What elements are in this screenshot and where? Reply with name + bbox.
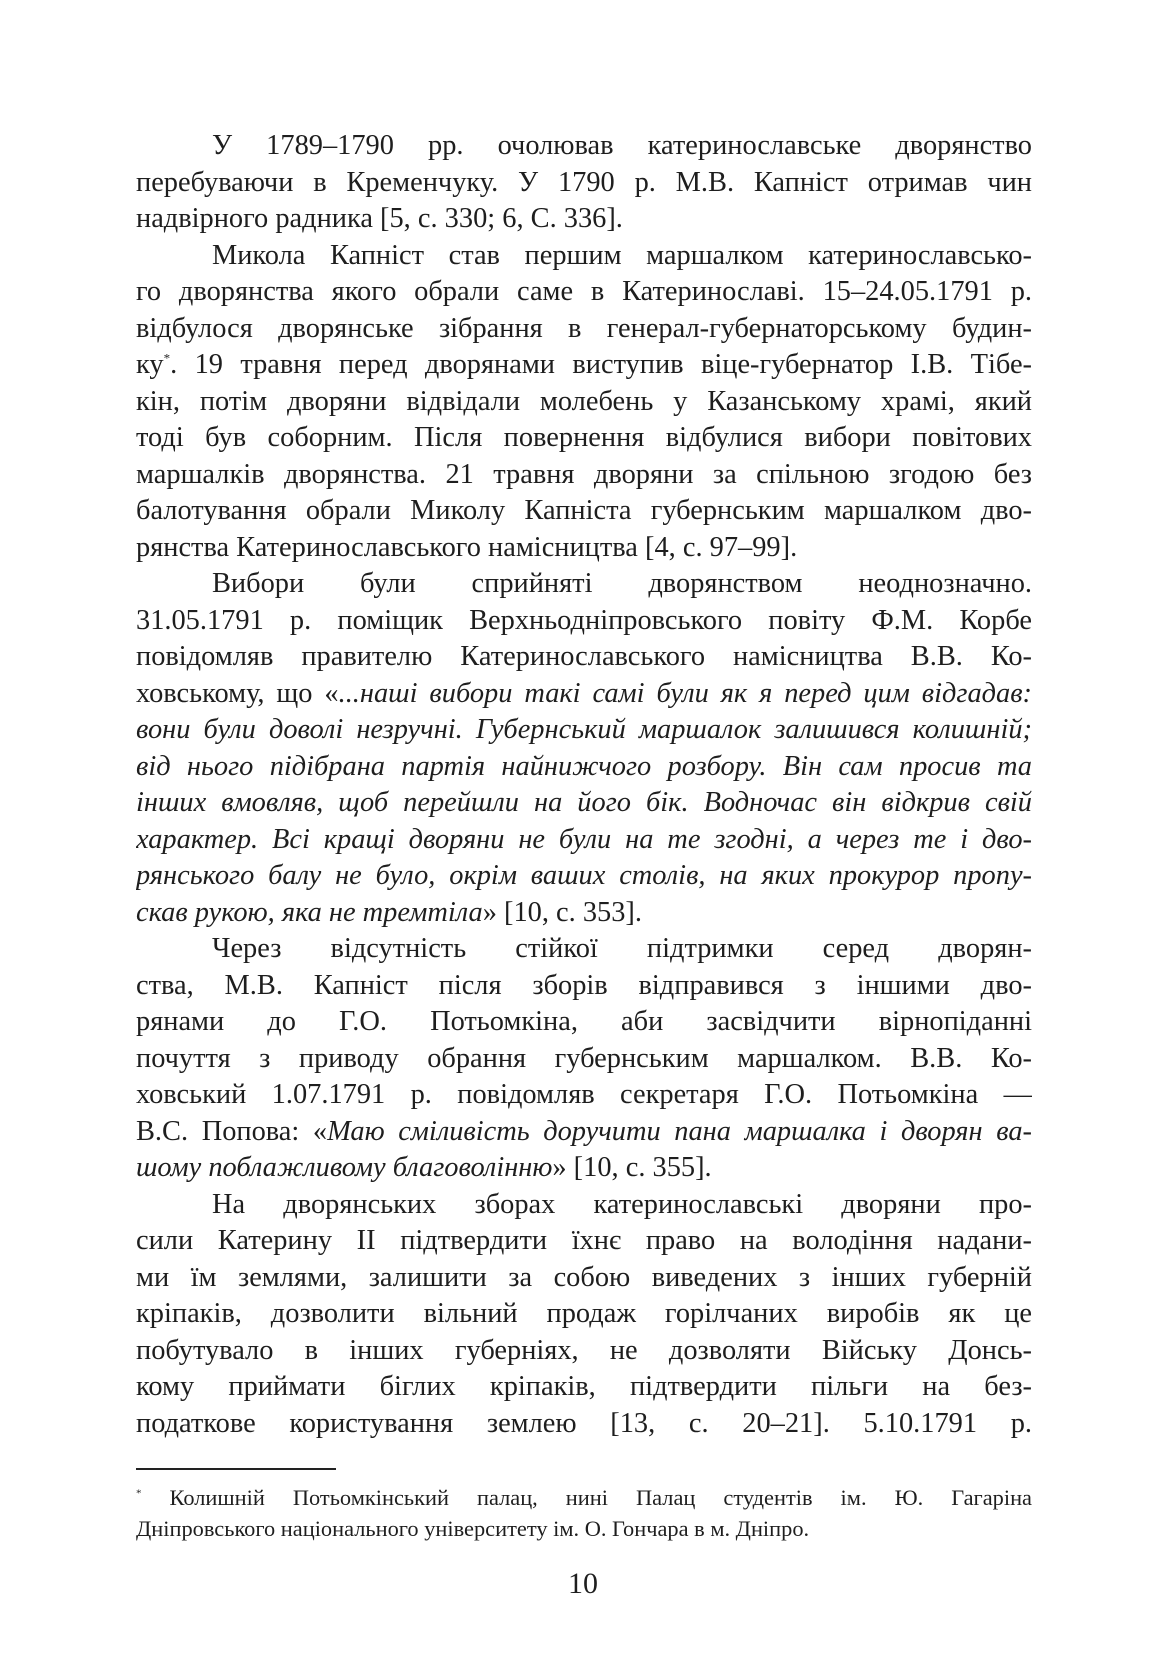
text-line (136, 822, 1032, 859)
text-line (136, 1041, 1032, 1078)
text-segment: податкове користування землею [13, с. 20–21]. 5.10.1791 р. (136, 1407, 1032, 1439)
text-segment: . 19 травня перед дворянами виступив віце-губернатор І.В. Тібе- (170, 349, 1032, 380)
text-segment: тоді був соборним. Після повернення відбулися вибори повітових (136, 422, 1032, 453)
footnote-line (136, 1513, 1032, 1544)
text-segment: го дворянства якого обрали саме в Катеринославі. 15–24.05.1791 р. (136, 276, 1032, 307)
text-segment: повідомляв правителю Катеринославського намісництва В.В. Ко- (136, 641, 1032, 672)
text-line (136, 968, 1032, 1005)
text-segment: ...наші вибори такі самі були як я перед цим відгадав: (338, 677, 1032, 709)
footnote-text: Колишній Потьомкінський палац, нині Палац студентів ім. Ю. Гагаріна (169, 1485, 1032, 1510)
footnote-separator (136, 1468, 336, 1470)
text-segment: кін, потім дворяни відвідали молебень у Казанському храмі, який (136, 385, 1032, 417)
text-segment: почуття з приводу обрання губернським маршалком. В.В. Ко- (136, 1042, 1032, 1074)
text-segment: ку (136, 349, 164, 380)
text-segment: рянами до Г.О. Потьомкіна, аби засвідчити вірнопіданні (136, 1006, 1032, 1037)
text-line (136, 1077, 1032, 1114)
text-line (136, 1223, 1032, 1260)
text-segment: вони були доволі незручні. Губернський маршалок залишився колишній; (136, 714, 1032, 745)
text-line (136, 712, 1032, 749)
text-segment: Маю сміливість доручити пана маршалка і дворян ва- (327, 1115, 1032, 1147)
text-segment: кріпаків, дозволити вільний продаж горілчаних виробів як це (136, 1298, 1032, 1329)
text-segment: побутувало в інших губерніях, не дозволяти Війську Донсь- (136, 1334, 1032, 1366)
text-segment: У 1789–1790 рр. очолював катеринославське дворянство (212, 130, 1032, 161)
text-line (136, 238, 1032, 275)
text-line (136, 785, 1032, 822)
text-line (136, 749, 1032, 786)
text-segment: шому поблажливому благоволінню (136, 1152, 553, 1183)
text-line (136, 165, 1032, 202)
text-line (136, 858, 1032, 895)
text-line (136, 895, 1032, 932)
text-line (136, 420, 1032, 457)
footnote-marker: * (136, 1487, 142, 1500)
text-line (136, 931, 1032, 968)
text-line (136, 347, 1032, 384)
text-segment: характер. Всі кращі дворяни не були на те згодні, а через те і дво- (136, 823, 1032, 855)
page-number: 10 (568, 1567, 598, 1600)
text-line (136, 311, 1032, 348)
text-line (136, 676, 1032, 713)
text-segment: маршалків дворянства. 21 травня дворяни за спільною згодою без (136, 458, 1032, 490)
text-segment: інших вмовляв, щоб перейшли на його бік. Водночас він відкрив свій (136, 787, 1032, 818)
text-segment: надвірного радника [5, с. 330; 6, С. 336]. (136, 203, 623, 234)
footnote-reference: * (163, 350, 171, 366)
text-segment: рянського балу не було, окрім ваших столів, на яких прокурор пропу- (136, 860, 1032, 891)
text-line (136, 201, 1032, 238)
text-line (136, 603, 1032, 640)
text-segment: ства, М.В. Капніст після зборів відправився з іншими дво- (136, 969, 1032, 1001)
text-segment: відбулося дворянське зібрання в генерал-губернаторському будин- (136, 312, 1032, 344)
main-text (136, 128, 1032, 1442)
text-segment: ми їм землями, залишити за собою виведених з інших губерній (136, 1261, 1032, 1293)
text-line (136, 1187, 1032, 1224)
text-segment: 31.05.1791 р. поміщик Верхньодніпровського повіту Ф.М. Корбе (136, 604, 1032, 636)
text-segment: рянства Катеринославського намісництва [4, с. 97–99]. (136, 531, 798, 563)
text-line (136, 639, 1032, 676)
text-segment: сили Катерину ІІ підтвердити їхнє право на володіння надани- (136, 1225, 1032, 1256)
text-segment: » [10, с. 355]. (552, 1152, 712, 1183)
text-segment: ховському, що « (136, 677, 339, 709)
text-segment: Вибори були сприйняті дворянством неоднозначно. (212, 568, 1032, 599)
text-line (136, 530, 1032, 567)
text-segment: перебуваючи в Кременчуку. У 1790 р. М.В. Капніст отримав чин (136, 166, 1032, 198)
text-line (136, 1114, 1032, 1151)
footnote-line (136, 1482, 1032, 1513)
text-segment: балотування обрали Миколу Капніста губернським маршалком дво- (136, 495, 1032, 526)
text-line (136, 1004, 1032, 1041)
text-line (136, 128, 1032, 165)
text-line (136, 1333, 1032, 1370)
text-line (136, 1150, 1032, 1187)
text-segment: кому приймати біглих кріпаків, підтвердити пільги на без- (136, 1371, 1032, 1402)
footnote (136, 1482, 1032, 1544)
text-segment: Микола Капніст став першим маршалком катеринославсько- (212, 239, 1032, 271)
text-line (136, 1369, 1032, 1406)
text-segment: Через відсутність стійкої підтримки серед дворян- (212, 933, 1032, 964)
text-segment: » [10, с. 353]. (482, 896, 642, 928)
text-line (136, 274, 1032, 311)
text-line (136, 1296, 1032, 1333)
text-line (136, 384, 1032, 421)
text-segment: скав рукою, яка не тремтіла (136, 896, 483, 928)
text-segment: ховський 1.07.1791 р. повідомляв секретаря Г.О. Потьомкіна — (136, 1079, 1032, 1110)
text-segment: В.С. Попова: « (136, 1115, 328, 1147)
text-line (136, 1406, 1032, 1443)
text-line (136, 457, 1032, 494)
footnote-text: Дніпровського національного університету ім. О. Гончара в м. Дніпро. (136, 1516, 810, 1541)
text-line (136, 566, 1032, 603)
text-line (136, 1260, 1032, 1297)
text-segment: На дворянських зборах катеринославські дворяни про- (212, 1188, 1032, 1220)
text-segment: від нього підібрана партія найнижчого розбору. Він сам просив та (136, 750, 1032, 782)
text-line (136, 493, 1032, 530)
